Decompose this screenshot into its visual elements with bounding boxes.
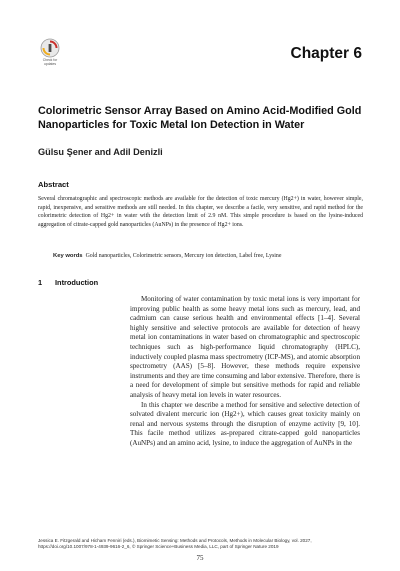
abstract-text: Several chromatographic and spectroscopic methods are available for the detection of toxic mercury (Hg2+) in water, however simple, rapid, inexpensive, and sensitive methods are still needed. In this chapter, we describe a facile, very sensitive, and rapid method for the colorimetric detection of Hg2+ in water with the detection limit of 2.9 nM. This simple procedure is based on the lysine-induced aggregation of citrate-capped gold nanoparticles (AuNPs) in the presence of Hg2+ ions.	[38, 196, 363, 228]
check-for-updates-label: Check for updates	[42, 58, 58, 66]
chapter-label: Chapter 6	[290, 45, 362, 62]
page-number: 75	[196, 554, 204, 562]
keywords	[53, 252, 358, 261]
authors: Gülsu Şener and Adil Denizli	[38, 147, 163, 157]
paragraph-1: Monitoring of water contamination by toxic metal ions is very important for improving public health as some heavy metal ions such as mercury, lead, and cadmium can cause serious health and environmental effects [1–4]. Several highly sensitive and selective protocols are available for detection of heavy metal ion contaminations in water based on chromatographic and spectroscopic techniques such as high-performance liquid chromatography (HPLC), inductively coupled plasma mass spectrometry (ICP-MS), and atomic absorption spectrometry (AAS) [5–8]. However, these methods require expensive instruments and they are time consuming and labor extensive. Therefore, there is a need for development of simple but sensitive methods for rapid and reliable analysis of heavy metal ion levels in water resources.	[130, 295, 360, 399]
keywords-text: Gold nanoparticles, Colorimetric sensors, Mercury ion detection, Label free, Lysine	[85, 253, 282, 259]
section-number: 1	[38, 278, 43, 287]
section-heading	[38, 278, 98, 287]
chapter-title: Colorimetric Sensor Array Based on Amino Acid-Modified Gold Nanoparticles for Toxic Metal Ion Detection in Water	[38, 105, 362, 131]
abstract-heading: Abstract	[38, 180, 69, 189]
citation-footnote: Jessica E. Fitzgerald and Hicham Fenniri (eds.), Biomimetic Sensing: Methods and Protocols, Methods in Molecular Biology, vol. 2027, https://doi.org/10.1007/978-1-4939-9616-2_6, © Springer Science+Business Media, LLC, part of Springer Nature 2019	[38, 538, 312, 550]
check-for-updates-icon	[40, 38, 60, 58]
body-text	[130, 295, 360, 449]
paragraph-2: In this chapter we describe a method for sensitive and selective detection of solvated divalent mercuric ion (Hg2+), which causes great toxicity mainly on renal and nervous systems through the disruption of enzyme activity [9, 10]. This facile method utilizes as-prepared citrate-capped gold nanoparticles (AuNPs) and an amino acid, lysine, to induce the aggregation of AuNPs in the	[130, 400, 360, 447]
section-title: Introduction	[55, 278, 99, 287]
keywords-label: Key words	[53, 253, 83, 259]
check-for-updates-badge[interactable]	[38, 38, 62, 67]
